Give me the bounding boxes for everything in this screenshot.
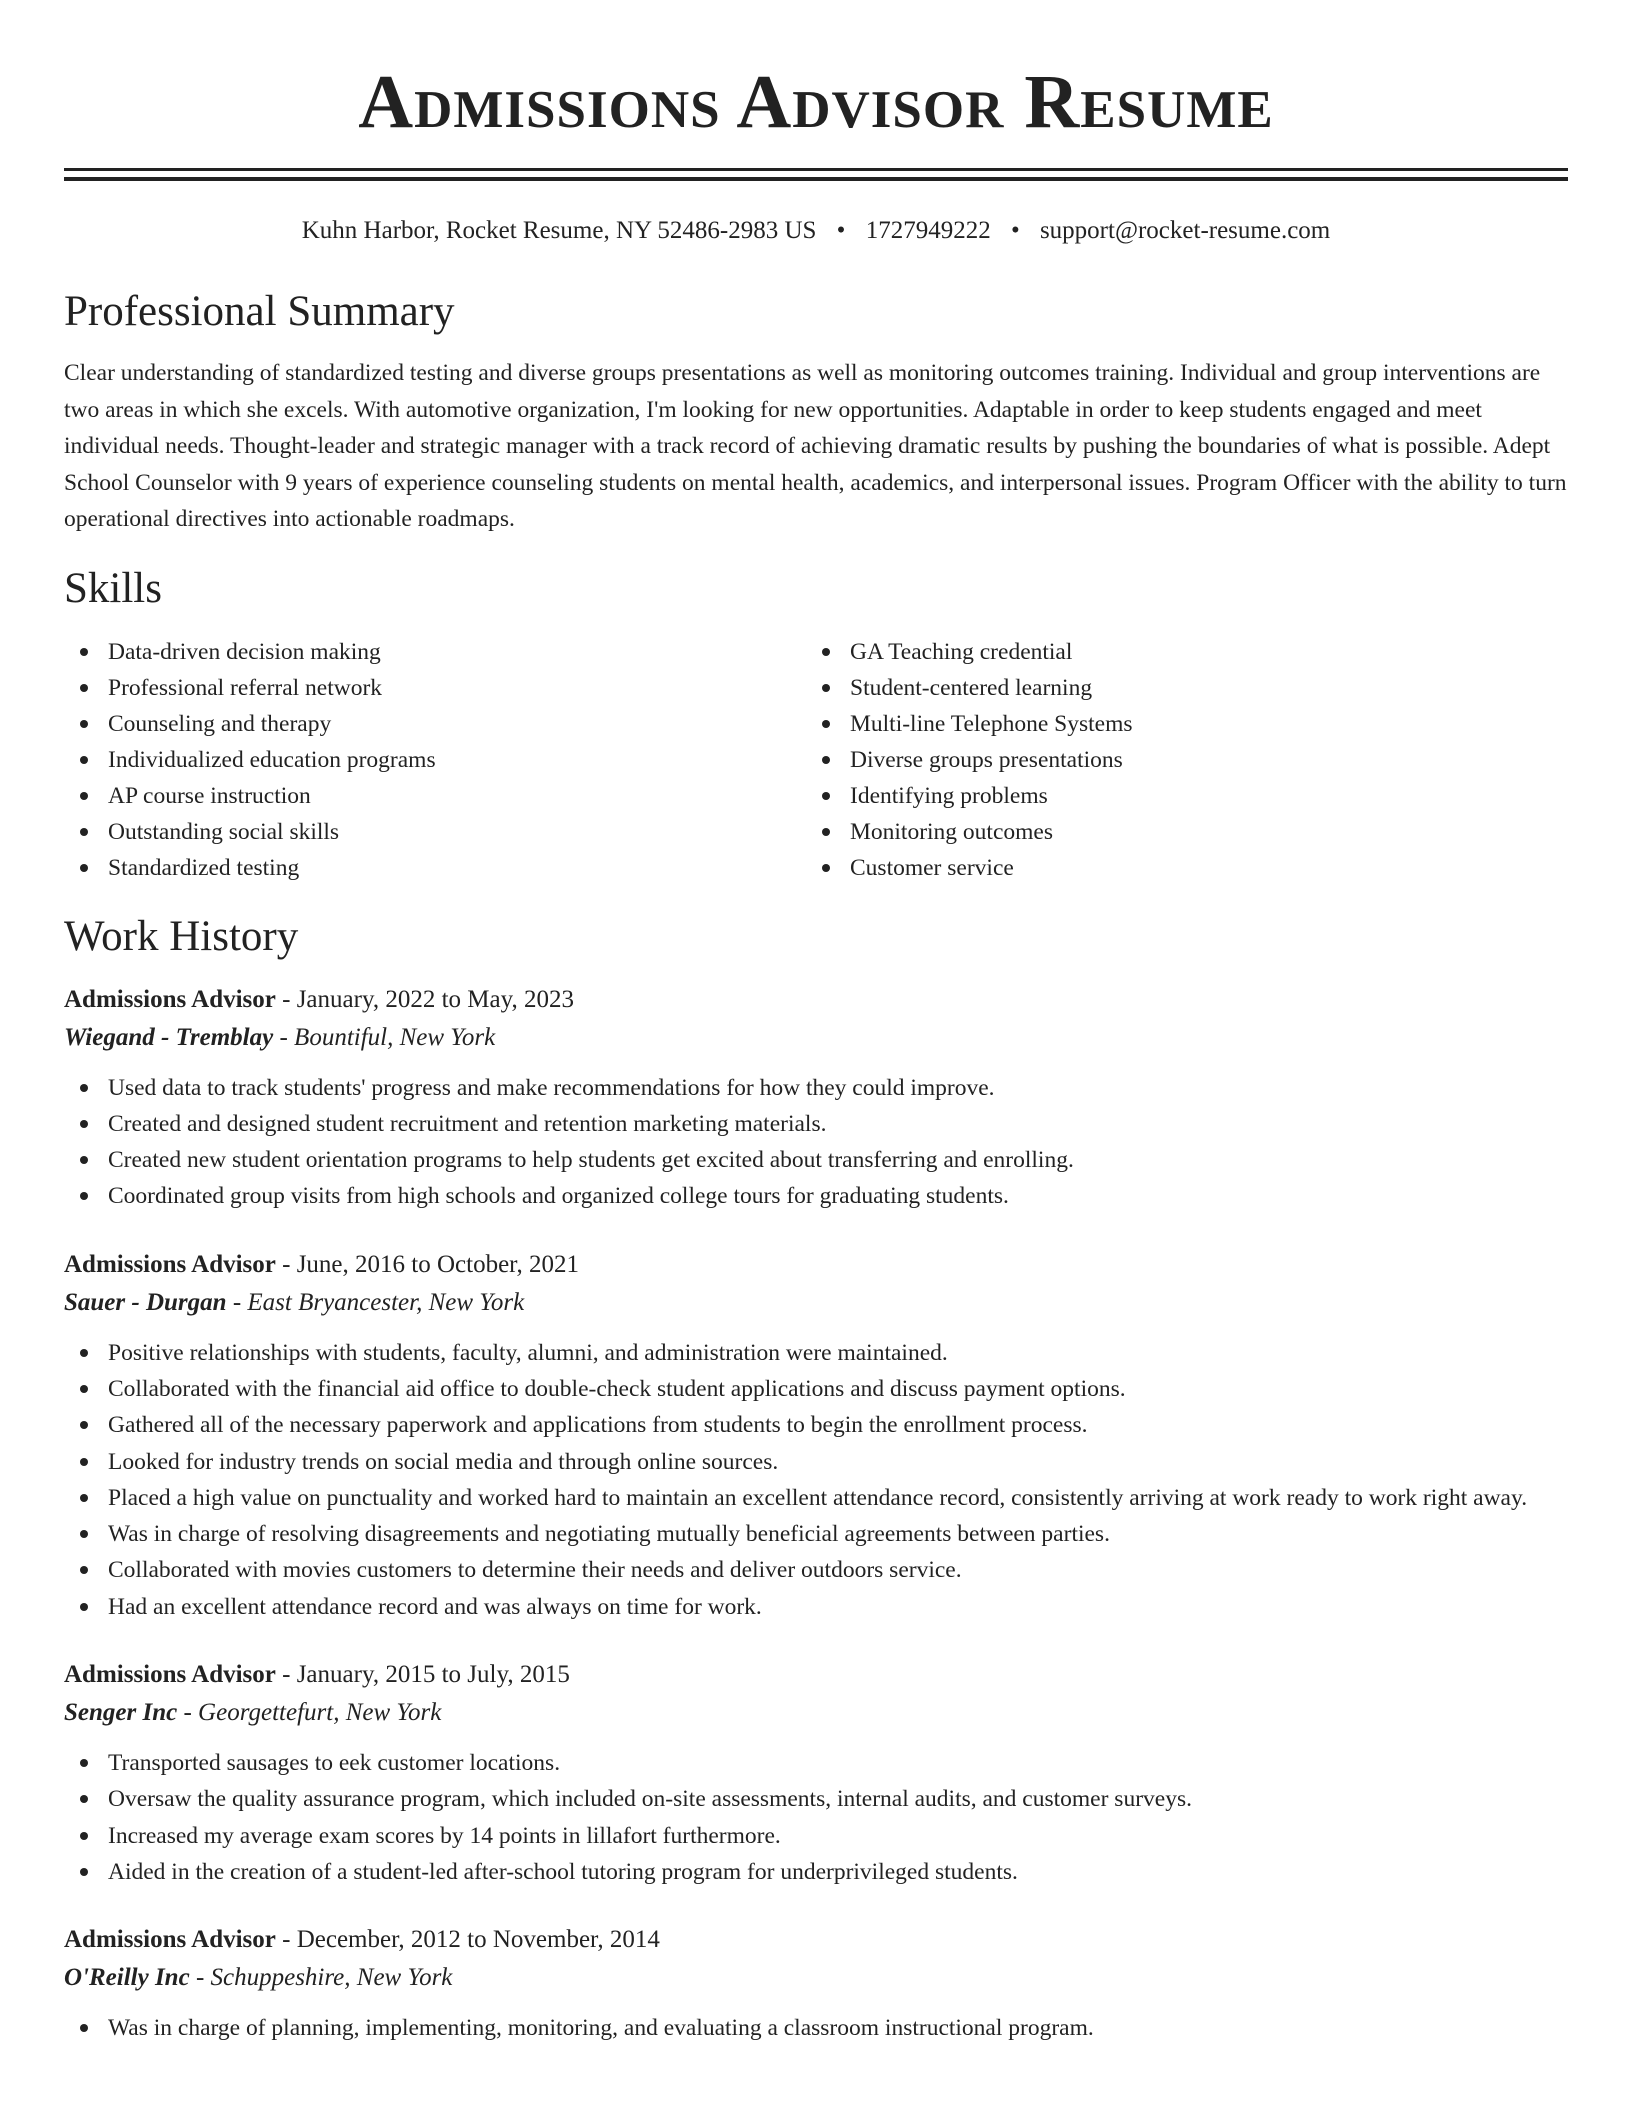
- job-bullet: Transported sausages to eek customer locations.: [64, 1745, 1568, 1781]
- contact-separator: •: [1010, 217, 1020, 244]
- contact-phone: 1727949222: [865, 217, 991, 244]
- title-divider-bottom: [64, 177, 1568, 181]
- skill-item: Counseling and therapy: [64, 706, 806, 742]
- job-bullet: Had an excellent attendance record and was always on time for work.: [64, 1589, 1568, 1625]
- job-dates: - January, 2022 to May, 2023: [275, 985, 574, 1013]
- title-divider-top: [64, 168, 1568, 171]
- job-bullet: Positive relationships with students, faculty, alumni, and administration were maintained.: [64, 1335, 1568, 1371]
- job-location: - Georgettefurt, New York: [177, 1699, 442, 1727]
- job-location: - Bountiful, New York: [273, 1023, 496, 1051]
- job-title-line: [64, 982, 1568, 1018]
- job-bullet: Aided in the creation of a student-led after-school tutoring program for underprivileged students.: [64, 1854, 1568, 1890]
- skills-heading: Skills: [64, 564, 162, 612]
- job-dates: - June, 2016 to October, 2021: [275, 1250, 579, 1278]
- job-dates: - December, 2012 to November, 2014: [275, 1926, 660, 1954]
- job-title-line: [64, 1247, 1568, 1283]
- skill-item: Outstanding social skills: [64, 814, 806, 850]
- contact-email: support@rocket-resume.com: [1039, 217, 1331, 244]
- skill-item: AP course instruction: [64, 778, 806, 814]
- skill-item: Identifying problems: [806, 778, 1548, 814]
- job-bullets: [64, 2010, 1568, 2046]
- work-history-heading: Work History: [64, 912, 299, 960]
- job-bullets: [64, 1335, 1568, 1625]
- skill-item: Student-centered learning: [806, 670, 1548, 706]
- contact-separator: •: [836, 217, 846, 244]
- summary-text: Clear understanding of standardized testing and diverse groups presentations as well as monitoring outcomes training. Individual and group interventions are two areas in which she excels. With automotive organization, I'm looking for new opportunities. Adaptable in order to keep students engaged and meet individual needs. Thought-leader and strategic manager with a track record of achieving dramatic results by pushing the boundaries of what is possible. Adept School Counselor with 9 years of experience counseling students on mental health, academics, and interpersonal issues. Program Officer with the ability to turn operational directives into actionable roadmaps.: [64, 360, 1567, 532]
- job-title: Admissions Advisor: [64, 985, 276, 1013]
- job-title: Admissions Advisor: [64, 1926, 276, 1954]
- contact-address: Kuhn Harbor, Rocket Resume, NY 52486-2983 US: [301, 217, 817, 244]
- job-entry: [64, 1247, 1568, 1625]
- job-entry: [64, 1922, 1568, 2046]
- job-bullet: Oversaw the quality assurance program, which included on-site assessments, internal audits, and customer surveys.: [64, 1781, 1568, 1817]
- job-bullet: Coordinated group visits from high schools and organized college tours for graduating students.: [64, 1178, 1568, 1214]
- skill-item: Data-driven decision making: [64, 634, 806, 670]
- skill-item: Professional referral network: [64, 670, 806, 706]
- job-entry: [64, 1657, 1568, 1890]
- job-company: Wiegand - Tremblay: [64, 1023, 274, 1051]
- resume-page: [64, 0, 1568, 2047]
- resume-title: Admissions Advisor Resume: [358, 60, 1274, 144]
- skills-list-right: [806, 634, 1548, 886]
- job-bullet: Gathered all of the necessary paperwork and applications from students to begin the enrollment process.: [64, 1407, 1568, 1443]
- skill-item: Standardized testing: [64, 850, 806, 886]
- job-bullets: [64, 1070, 1568, 1215]
- job-company-line: [64, 1018, 1568, 1058]
- job-location: - East Bryancester, New York: [226, 1288, 525, 1316]
- job-bullet: Looked for industry trends on social media and through online sources.: [64, 1444, 1568, 1480]
- job-bullet: Collaborated with the financial aid office to double-check student applications and discuss payment options.: [64, 1371, 1568, 1407]
- job-bullet: Collaborated with movies customers to determine their needs and deliver outdoors service.: [64, 1552, 1568, 1588]
- job-company: Senger Inc: [64, 1699, 178, 1727]
- job-bullet: Used data to track students' progress and make recommendations for how they could improve.: [64, 1070, 1568, 1106]
- skill-item: GA Teaching credential: [806, 634, 1548, 670]
- job-company-line: [64, 1283, 1568, 1323]
- job-bullet: Placed a high value on punctuality and worked hard to maintain an excellent attendance record, consistently arriving at work ready to work right away.: [64, 1480, 1568, 1516]
- job-location: - Schuppeshire, New York: [189, 1964, 453, 1992]
- skill-item: Customer service: [806, 850, 1548, 886]
- job-title-line: [64, 1922, 1568, 1958]
- job-bullet: Was in charge of planning, implementing, monitoring, and evaluating a classroom instructional program.: [64, 2010, 1568, 2046]
- job-company-line: [64, 1693, 1568, 1733]
- job-bullet: Created new student orientation programs to help students get excited about transferring and enrolling.: [64, 1142, 1568, 1178]
- job-company: Sauer - Durgan: [64, 1288, 227, 1316]
- summary-heading: Professional Summary: [64, 288, 455, 335]
- job-bullet: Increased my average exam scores by 14 points in lillafort furthermore.: [64, 1818, 1568, 1854]
- job-title: Admissions Advisor: [64, 1250, 276, 1278]
- skill-item: Diverse groups presentations: [806, 742, 1548, 778]
- job-bullets: [64, 1745, 1568, 1890]
- job-dates: - January, 2015 to July, 2015: [275, 1661, 570, 1689]
- job-bullet: Was in charge of resolving disagreements and negotiating mutually beneficial agreements between parties.: [64, 1516, 1568, 1552]
- contact-line: [64, 215, 1568, 247]
- skills-list-left: [64, 634, 806, 886]
- job-entry: [64, 982, 1568, 1215]
- job-title: Admissions Advisor: [64, 1661, 276, 1689]
- job-company-line: [64, 1958, 1568, 1998]
- job-company: O'Reilly Inc: [64, 1964, 190, 1992]
- skill-item: Individualized education programs: [64, 742, 806, 778]
- job-bullet: Created and designed student recruitment and retention marketing materials.: [64, 1106, 1568, 1142]
- skill-item: Monitoring outcomes: [806, 814, 1548, 850]
- skill-item: Multi-line Telephone Systems: [806, 706, 1548, 742]
- job-title-line: [64, 1657, 1568, 1693]
- skills-columns: [64, 634, 1568, 886]
